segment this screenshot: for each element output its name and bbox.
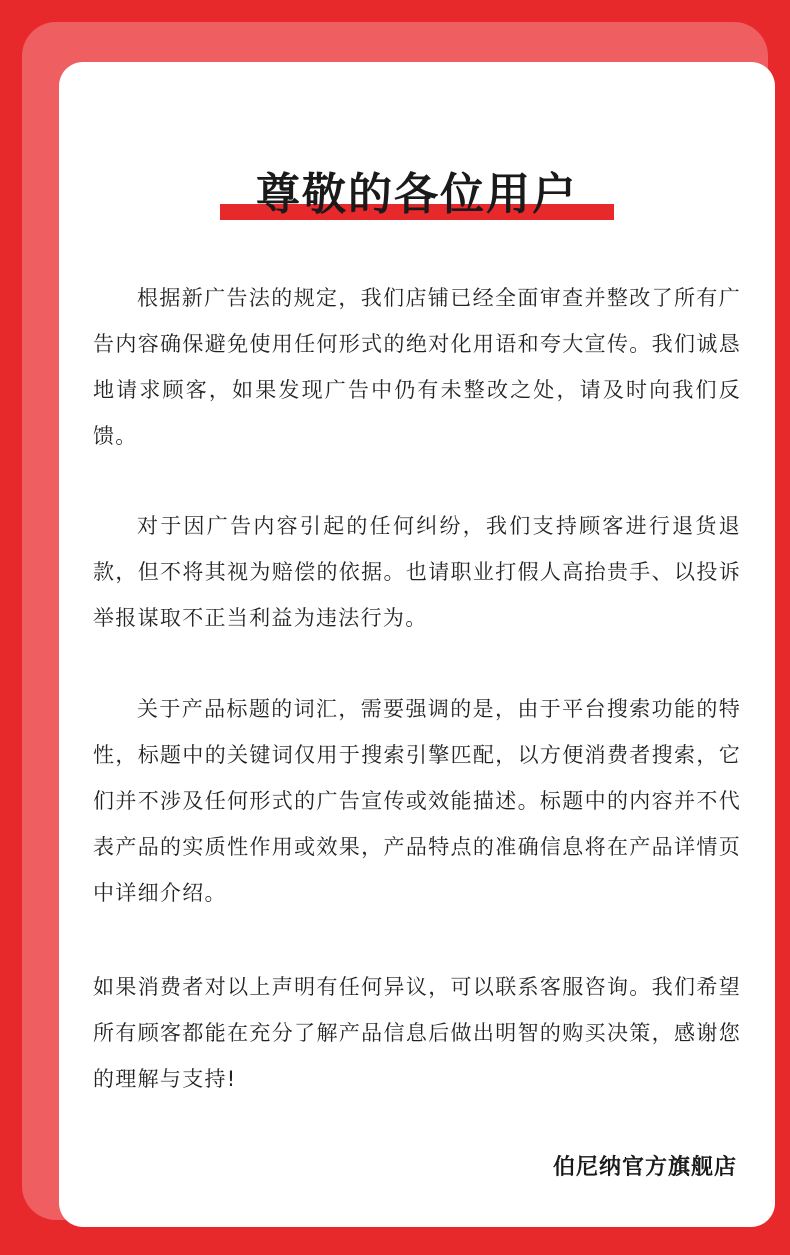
paragraph-title-keywords: 关于产品标题的词汇，需要强调的是，由于平台搜索功能的特性，标题中的关键词仅用于搜索引擎匹配，以方便消费者搜索，它们并不涉及任何形式的广告宣传或效能描述。标题中的内容并不代表产品的实质性作用或效果，产品特点的准确信息将在产品详情页中详细介绍。 [93,697,741,905]
outer-frame [22,22,768,1220]
paragraph-disputes: 对于因广告内容引起的任何纠纷，我们支持顾客进行退货退款，但不将其视为赔偿的依据。也请职业打假人高抬贵手、以投诉举报谋取不正当利益为违法行为。 [93,514,741,630]
store-signature: 伯尼纳官方旗舰店 [552,1155,737,1180]
paragraph-ad-law: 根据新广告法的规定，我们店铺已经全面审查并整改了所有广告内容确保避免使用任何形式的绝对化用语和夸大宣传。我们诚恳地请求顾客，如果发现广告中仍有未整改之处，请及时向我们反馈。 [93,286,741,448]
page-title: 尊敬的各位用户 [256,169,578,220]
notice-card [59,62,775,1227]
paragraph-contact: 如果消费者对以上声明有任何异议，可以联系客服咨询。我们希望所有顾客都能在充分了解产品信息后做出明智的购买决策，感谢您的理解与支持! [93,975,741,1091]
title-block [220,170,614,230]
